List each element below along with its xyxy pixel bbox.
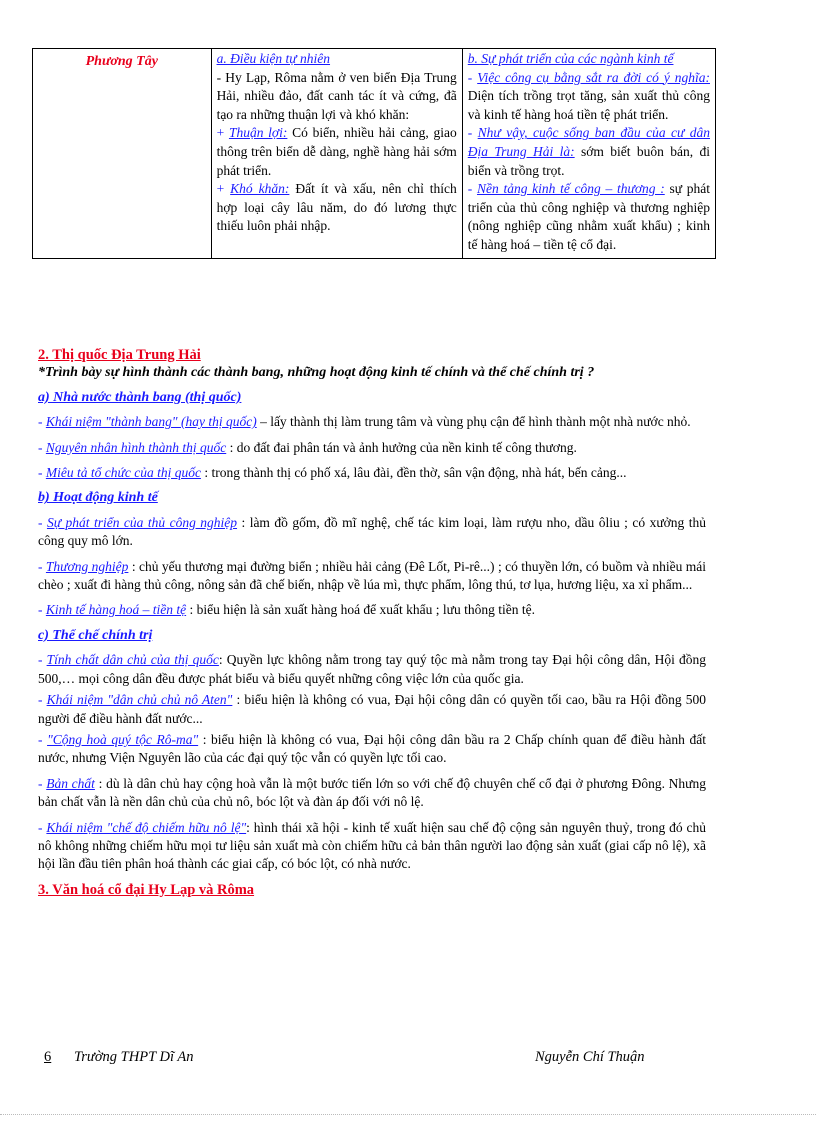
term-definition: : Quyền lực không nằm trong tay quý tộc mà nằm trong tay Đại hội công dân, Hội đồng 500,… mọi công dân đều được phát biểu và biểu quyết những công việc lớn của quốc gia. [38,652,706,686]
term-definition: : do đất đai phân tán và ảnh hưởng của nền kinh tế công thương. [226,439,577,455]
economic-foundation-label: Nền tảng kinh tế công – thương : [476,181,665,197]
list-item [38,601,706,619]
term-label: Nguyên nhân hình thành thị quốc [45,439,227,455]
term-definition: : biểu hiện là không có vua, Đại hội công dân có quyền tối cao, bầu ra Hội đồng 500 người để điều hành đất nước... [38,692,706,726]
term-definition: : trong thành thị có phố xá, lâu đài, đền thờ, sân vận động, nhà hát, bến cảng... [200,465,627,481]
disadvantage-label: Khó khăn: [230,181,290,197]
dash-marker: - [38,414,46,430]
term-definition: : làm đồ gốm, đồ mĩ nghệ, chế tác kim loại, làm rượu nho, dầu ôliu ; có xưởng thủ công quy mô lớn. [38,514,706,549]
term-label: Miêu tả tổ chức của thị quốc [45,465,201,481]
subsection-b-title: b) Hoạt động kinh tế [38,490,158,506]
dash-marker: - [467,125,473,141]
subsection-b-list [38,514,706,620]
natural-conditions-cell [211,49,462,259]
section-2-title: 2. Thị quốc Địa Trung Hải [38,347,201,363]
table-row [33,49,716,259]
dash-marker: - [38,775,47,791]
term-definition: : hình thái xã hội - kinh tế xuất hiện sau chế độ cộng sản nguyên thuỷ, trong đó chủ nô không những chiếm hữu mọi tư liệu sản xuất mà còn chiếm hữu cả bản thân người lao động sản xuất (giai cấp nô lệ), xã hội lần đầu tiên phân hoá thành các giai cấp, có bóc lột, có nhà nước. [38,819,706,872]
term-label: Thương nghiệp [45,558,129,574]
term-label: Sự phát triển của thủ công nghiệp [46,514,238,530]
list-item [38,514,706,551]
list-item [38,464,706,482]
comparison-table [32,48,716,259]
page-bottom-divider [0,1114,816,1115]
subsection-a-title: a) Nhà nước thành bang (thị quốc) [38,389,242,405]
dash-marker: - [38,819,47,835]
dash-marker: - [38,558,46,574]
plus-marker: + [216,125,225,141]
subsection-c-list [38,651,706,873]
dash-marker: - [38,731,48,747]
term-definition: – lấy thành thị làm trung tâm và vùng phụ cận để hình thành một nhà nước nhỏ. [256,414,691,430]
subsection-c-title: c) Thể chế chính trị [38,627,153,643]
region-cell [33,49,212,259]
economic-foundation-text: sự phát triển của thủ công nghiệp và thương nghiệp (nông nghiệp cũng nhằm xuất khẩu) ; kinh tế hàng hoá – tiền tệ cổ đại. [467,181,710,252]
list-item [38,651,706,688]
dash-marker: - [467,69,473,85]
list-item [38,819,706,874]
term-definition: : biểu hiện là sản xuất hàng hoá để xuất khẩu ; lưu thông tiền tệ. [186,602,535,618]
advantage-label: Thuận lợi: [228,125,288,141]
natural-conditions-heading: a. Điều kiện tự nhiên [216,51,331,66]
section-2-content [38,346,706,899]
dash-marker: - [467,181,473,197]
dash-marker: - [38,514,47,530]
term-label: Bản chất [46,775,95,791]
list-item [38,413,706,431]
subsection-a-list [38,413,706,482]
iron-tools-text: Diện tích trồng trọt tăng, sản xuất thủ công và kinh tế hàng hoá tiền tệ phát triển. [467,88,710,122]
term-label: Tính chất dân chủ của thị quốc [46,652,219,668]
plus-marker: + [216,181,225,197]
term-label: Khái niệm "dân chủ chủ nô Aten" [46,692,233,708]
economy-heading: b. Sự phát triển của các ngành kinh tế [467,51,674,66]
term-label: Khái niệm "thành bang" (hay thị quốc) [45,414,257,430]
term-definition: : chủ yếu thương mại đường biển ; nhiều hải cảng (Đê Lốt, Pi-rê...) ; có thuyền lớn, có buồm và nhiều mái chèo ; xuất đi hàng thủ công, nông sản đã chế biến, nhập về lúa mì, thực phẩm, lông thú, tơ lụa, hương liệu, xa xỉ phẩm... [38,558,706,593]
term-label: Khái niệm "chế độ chiếm hữu nô lệ" [46,819,247,835]
list-item [38,731,706,768]
term-definition: : biểu hiện là không có vua, Đại hội công dân bầu ra 2 Chấp chính quan để điều hành đất nước, nhưng Viện Nguyên lão của các đại quý tộc vẫn có quyền lực tối cao. [38,731,706,766]
dash-marker: - [38,439,46,455]
natural-conditions-intro: - Hy Lạp, Rôma nằm ở ven biển Địa Trung Hải, nhiều đảo, đất canh tác ít và cứng, đã tạo ra những thuận lợi và khó khăn: [216,69,457,122]
term-label: "Cộng hoà quý tộc Rô-ma" [47,731,199,747]
list-item [38,775,706,812]
region-label: Phương Tây [85,54,158,69]
dash-marker: - [38,692,47,708]
dash-marker: - [38,602,46,618]
term-label: Kinh tế hàng hoá – tiền tệ [45,602,187,618]
early-life-text: sớm biết buôn bán, đi biển và trồng trọt. [467,143,710,178]
term-definition: : dù là dân chủ hay cộng hoà vẫn là một bước tiến lớn so với chế độ chuyên chế cổ đại ở phương Đông. Nhưng bản chất vẫn là nền dân chủ của chủ nô, bóc lột và đàn áp đối với nô lệ. [38,775,706,810]
early-life-label: Như vậy, cuộc sống ban đầu của cư dân Địa Trung Hải là: [467,125,710,159]
disadvantage-text: Đất ít và xấu, nên chỉ thích hợp loại cây lâu năm, do đó lương thực thiếu luôn phải nhập. [216,181,457,234]
list-item [38,691,706,728]
list-item [38,558,706,595]
dash-marker: - [38,465,46,481]
iron-tools-label: Việc công cụ bằng sắt ra đời có ý nghĩa: [477,69,710,85]
footer-school: Trường THPT Dĩ An [74,1049,194,1065]
page-number: 6 [44,1049,52,1065]
dash-marker: - [38,652,47,668]
section-3-title: 3. Văn hoá cổ đại Hy Lạp và Rôma [38,881,255,898]
economy-cell [462,49,715,259]
advantage-text: Có biển, nhiều hải cảng, giao thông trên biển dễ dàng, nghề hàng hải sớm phát triển. [216,125,457,178]
section-2-question: *Trình bày sự hình thành các thành bang, những hoạt động kinh tế chính và thể chế chính trị ? [38,365,595,381]
list-item [38,439,706,457]
footer-author: Nguyễn Chí Thuận [535,1049,645,1065]
